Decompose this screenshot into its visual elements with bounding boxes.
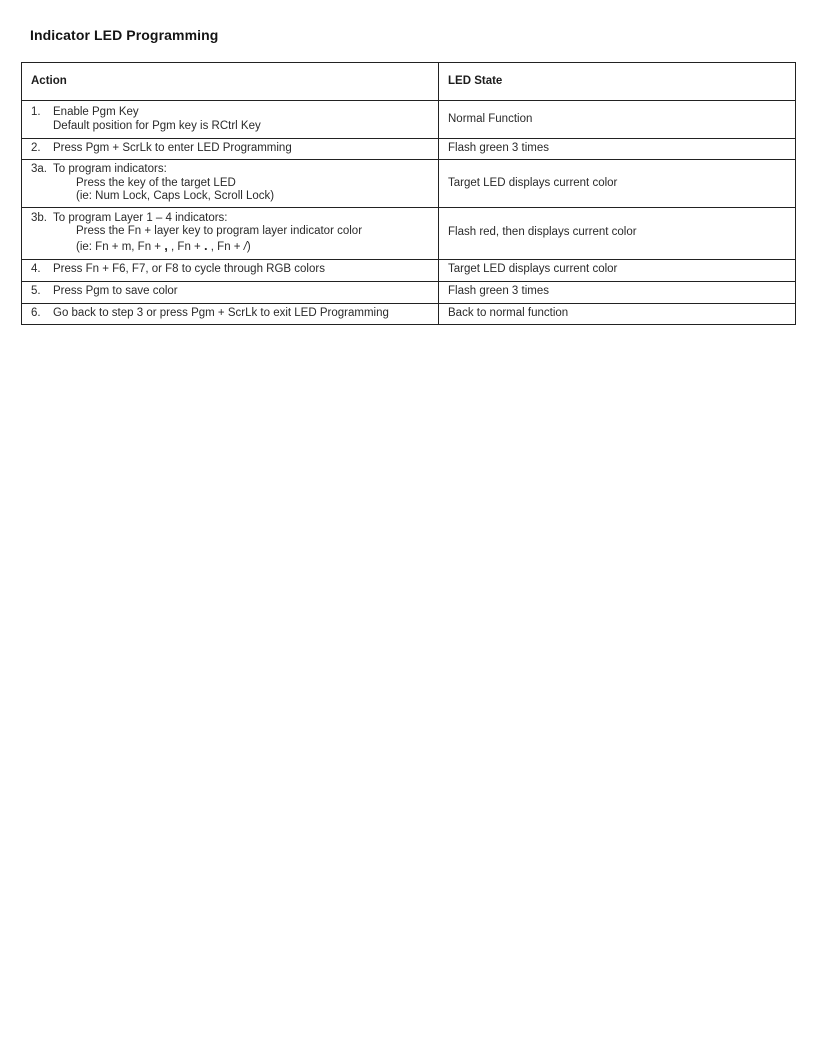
- action-line: Press the Fn + layer key to program layer indicator color: [76, 225, 363, 238]
- led-state-cell: Flash green 3 times: [439, 139, 796, 160]
- step-number: 3b.: [31, 211, 47, 224]
- action-line: Press Pgm to save color: [53, 285, 178, 298]
- action-line: Enable Pgm Key: [53, 106, 139, 118]
- table-row: [22, 259, 796, 281]
- action-line: To program indicators:: [53, 163, 167, 175]
- table-row: [22, 281, 796, 303]
- page-title: Indicator LED Programming: [30, 27, 219, 43]
- action-line: Press the key of the target LED: [76, 176, 236, 189]
- action-line: Go back to step 3 or press Pgm + ScrLk to exit LED Programming: [53, 306, 389, 319]
- action-line: Press Pgm + ScrLk to enter LED Programming: [53, 142, 292, 155]
- action-cell: [22, 101, 439, 139]
- led-state-cell: Flash green 3 times: [439, 281, 796, 303]
- led-state-cell: Target LED displays current color: [439, 259, 796, 281]
- action-cell: [22, 281, 439, 303]
- step-number: 2.: [31, 142, 41, 155]
- action-cell: [22, 139, 439, 160]
- step-number: 5.: [31, 285, 41, 298]
- led-state-cell: Target LED displays current color: [439, 160, 796, 208]
- action-line: (ie: Num Lock, Caps Lock, Scroll Lock): [76, 190, 275, 202]
- step-number: 4.: [31, 263, 41, 276]
- led-state-cell: Flash red, then displays current color: [439, 207, 796, 259]
- led-programming-table: [21, 62, 796, 325]
- led-state-cell: Back to normal function: [439, 303, 796, 324]
- table-body: [22, 101, 796, 325]
- table-row: [22, 139, 796, 160]
- table-row: [22, 101, 796, 139]
- table-row: [22, 303, 796, 324]
- action-line: Press Fn + F6, F7, or F8 to cycle through RGB colors: [53, 263, 325, 276]
- action-line: To program Layer 1 – 4 indicators:: [53, 211, 228, 224]
- step-number: 3a.: [31, 163, 47, 175]
- table-header-row: [22, 63, 796, 101]
- table-row: [22, 160, 796, 208]
- led-state-cell: Normal Function: [439, 101, 796, 139]
- column-header-led-state: LED State: [439, 63, 796, 101]
- step-number: 6.: [31, 306, 41, 319]
- action-line: (ie: Fn + m, Fn + , , Fn + . , Fn + /): [76, 237, 251, 253]
- step-number: 1.: [31, 106, 41, 118]
- action-cell: [22, 207, 439, 259]
- action-cell: [22, 259, 439, 281]
- column-header-action: Action: [22, 63, 439, 101]
- action-cell: [22, 160, 439, 208]
- action-cell: [22, 303, 439, 324]
- table-row: [22, 207, 796, 259]
- action-line: Default position for Pgm key is RCtrl Key: [53, 119, 261, 132]
